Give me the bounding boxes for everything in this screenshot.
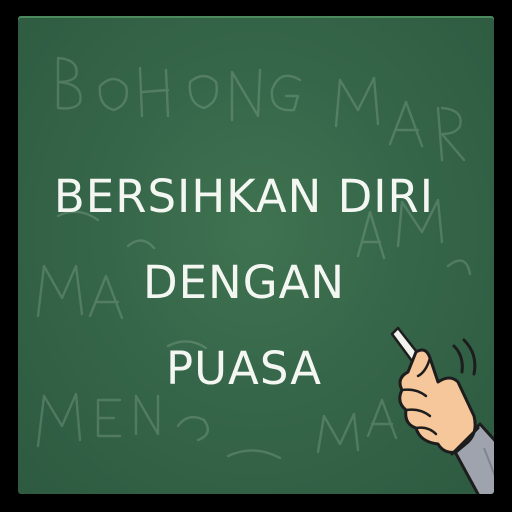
hand-holding-chalk-icon <box>368 316 494 494</box>
chalkboard <box>18 16 494 494</box>
headline-line-2: DENGAN <box>142 256 346 309</box>
headline-line-1: BERSIHKAN DIRI <box>53 170 435 223</box>
headline-line-3: PUASA <box>165 342 323 395</box>
